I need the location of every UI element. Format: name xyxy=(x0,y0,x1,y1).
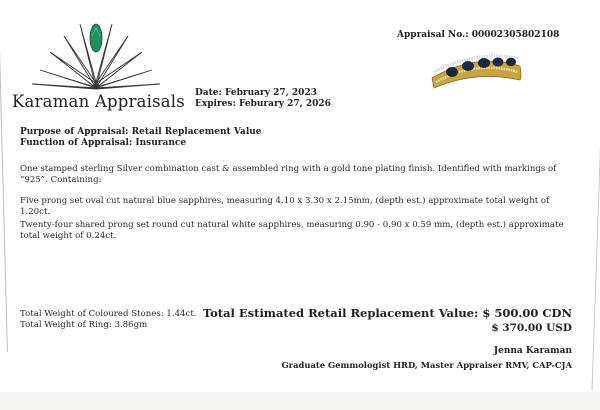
date-block xyxy=(195,88,331,110)
description-blue-sapphires: Five prong set oval cut natural blue sapphires, measuring 4.10 x 3.30 x 2.15mm, (depth est.) approximate total weight of 1.20ct. xyxy=(20,196,550,217)
appraisal-date xyxy=(195,88,331,99)
expiry-date xyxy=(195,99,331,110)
appraiser-title: Graduate Gemmologist HRD, Master Appraiser RMV, CAP-CJA xyxy=(281,360,572,370)
purpose-label: Purpose of Appraisal: xyxy=(20,127,129,137)
ring-weight: Total Weight of Ring: 3.86gm xyxy=(20,319,148,330)
total-value-line xyxy=(203,306,572,321)
date-value: February 27, 2023 xyxy=(224,88,317,98)
expires-label: Expires: xyxy=(195,99,236,109)
weights-block xyxy=(20,309,197,330)
total-value-cdn: $ 500.00 CDN xyxy=(482,306,572,320)
appraisal-number xyxy=(397,30,559,40)
function-value: Insurance xyxy=(135,138,187,148)
description-ring: One stamped sterling Silver combination cast & assembled ring with a gold tone plating finish. Identified with markings of “925”. Containing: xyxy=(20,164,557,185)
total-value-block xyxy=(203,306,572,335)
gem-lotus-icon xyxy=(30,14,162,92)
function-line xyxy=(20,138,262,149)
date-label: Date: xyxy=(195,88,222,98)
scan-edge-left xyxy=(0,52,8,352)
ring-photo-icon xyxy=(428,48,524,94)
function-label: Function of Appraisal: xyxy=(20,138,133,148)
appraisal-number-label: Appraisal No.: xyxy=(397,30,469,40)
expires-value: Feburary 27, 2026 xyxy=(238,99,331,109)
purpose-value: Retail Replacement Value xyxy=(131,127,262,137)
scan-edge-right xyxy=(591,130,600,390)
total-value-label: Total Estimated Retail Replacement Value: xyxy=(202,306,479,320)
purpose-line xyxy=(20,127,262,138)
purpose-block xyxy=(20,127,262,149)
total-value-usd: $ 370.00 USD xyxy=(491,322,572,334)
company-name: Karaman Appraisals xyxy=(12,92,185,111)
appraiser-name: Jenna Karaman xyxy=(493,346,572,356)
description-white-sapphires: Twenty-four shared prong set round cut natural white sapphires, measuring 0.90 - 0.90 x 0.59 mm, (depth est.) approximate total weight of 0.24ct. xyxy=(20,220,564,241)
appraisal-number-value: 00002305802108 xyxy=(471,30,560,40)
coloured-stones-weight: Total Weight of Coloured Stones: 1.44ct. xyxy=(20,309,197,319)
company-logo xyxy=(8,14,183,112)
